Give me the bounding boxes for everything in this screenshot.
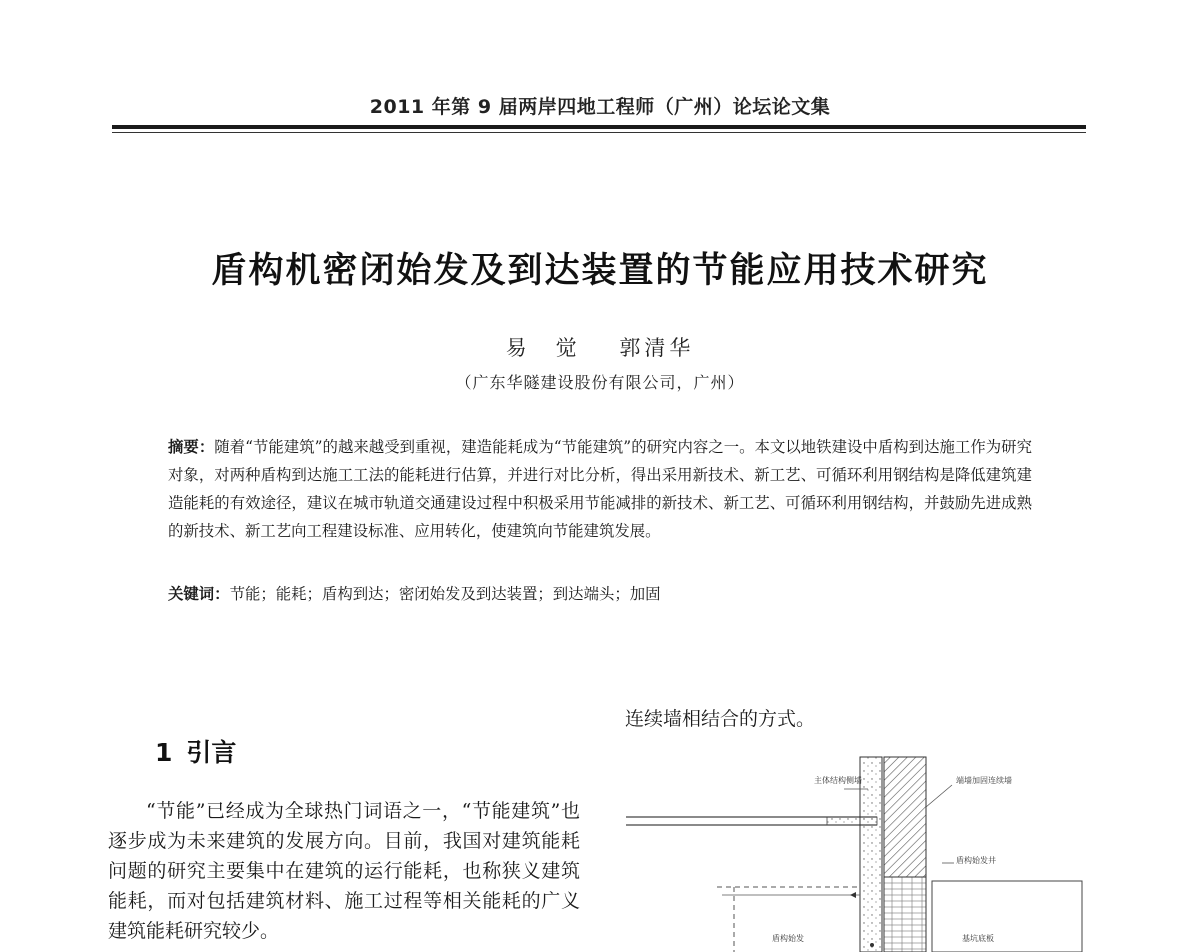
keywords-text: 节能；能耗；盾构到达；密闭始发及到达装置；到达端头；加固 <box>229 585 661 603</box>
section-title: 引言 <box>186 738 237 767</box>
figure-label: 端墙加固连续墙 <box>956 776 1012 785</box>
construction-figure <box>622 745 1102 952</box>
arrival-shaft <box>932 881 1082 952</box>
paper-title: 盾构机密闭始发及到达装置的节能应用技术研究 <box>211 251 989 291</box>
keywords <box>168 580 1032 608</box>
figure-label: 基坑底板 <box>962 934 994 943</box>
header-rule-thick <box>112 125 1086 129</box>
intro-paragraph: “节能”已经成为全球热门词语之一，“节能建筑”也逐步成为未来建筑的发展方向。目前，我国对建筑能耗问题的研究主要集中在建筑的运行能耗，也称狭义建筑能耗，而对包括建筑材料、施工过程等相关能耗的广义建筑能耗研究较少。 <box>108 800 580 942</box>
author-2: 郭清华 <box>619 336 695 360</box>
affiliation: （广东华隧建设股份有限公司，广州） <box>455 373 745 392</box>
leader-2 <box>926 785 952 807</box>
diaphragm-wall-lower <box>884 877 926 952</box>
abstract-label: 摘要： <box>168 438 215 456</box>
figure-label: 主体结构侧墙 <box>814 776 862 785</box>
structure-wall <box>860 757 882 952</box>
body-text-right: 连续墙相结合的方式。 <box>625 708 816 730</box>
body-text-left <box>108 796 580 946</box>
authors <box>0 332 1200 362</box>
diaphragm-wall <box>884 757 926 877</box>
abstract <box>168 433 1032 545</box>
abstract-text: 随着“节能建筑”的越来越受到重视，建造能耗成为“节能建筑”的研究内容之一。本文以地铁建设中盾构到达施工作为研究对象，对两种盾构到达施工工法的能耗进行估算，并进行对比分析，得出采用新技术、新工艺、可循环利用钢结构是降低建筑建造能耗的有效途径，建议在城市轨道交通建设过程中积极采用节能减排的新技术、新工艺、可循环利用钢结构，并鼓励先进成熟的新技术、新工艺向工程建设标准、应用转化，使建筑向节能建筑发展。 <box>168 438 1032 540</box>
figure-label: 盾构始发井 <box>956 856 996 865</box>
journal-header: 2011 年第 9 届两岸四地工程师（广州）论坛论文集 <box>369 96 831 118</box>
author-1: 易 觉 <box>505 336 581 360</box>
section-heading <box>155 733 236 769</box>
section-number: 1 <box>155 738 173 767</box>
marker-dot <box>870 943 874 947</box>
keywords-label: 关键词： <box>168 585 230 603</box>
figure-label: 盾构始发 <box>772 934 804 943</box>
header-rule-thin <box>112 132 1086 133</box>
marker-arrow <box>850 892 856 898</box>
